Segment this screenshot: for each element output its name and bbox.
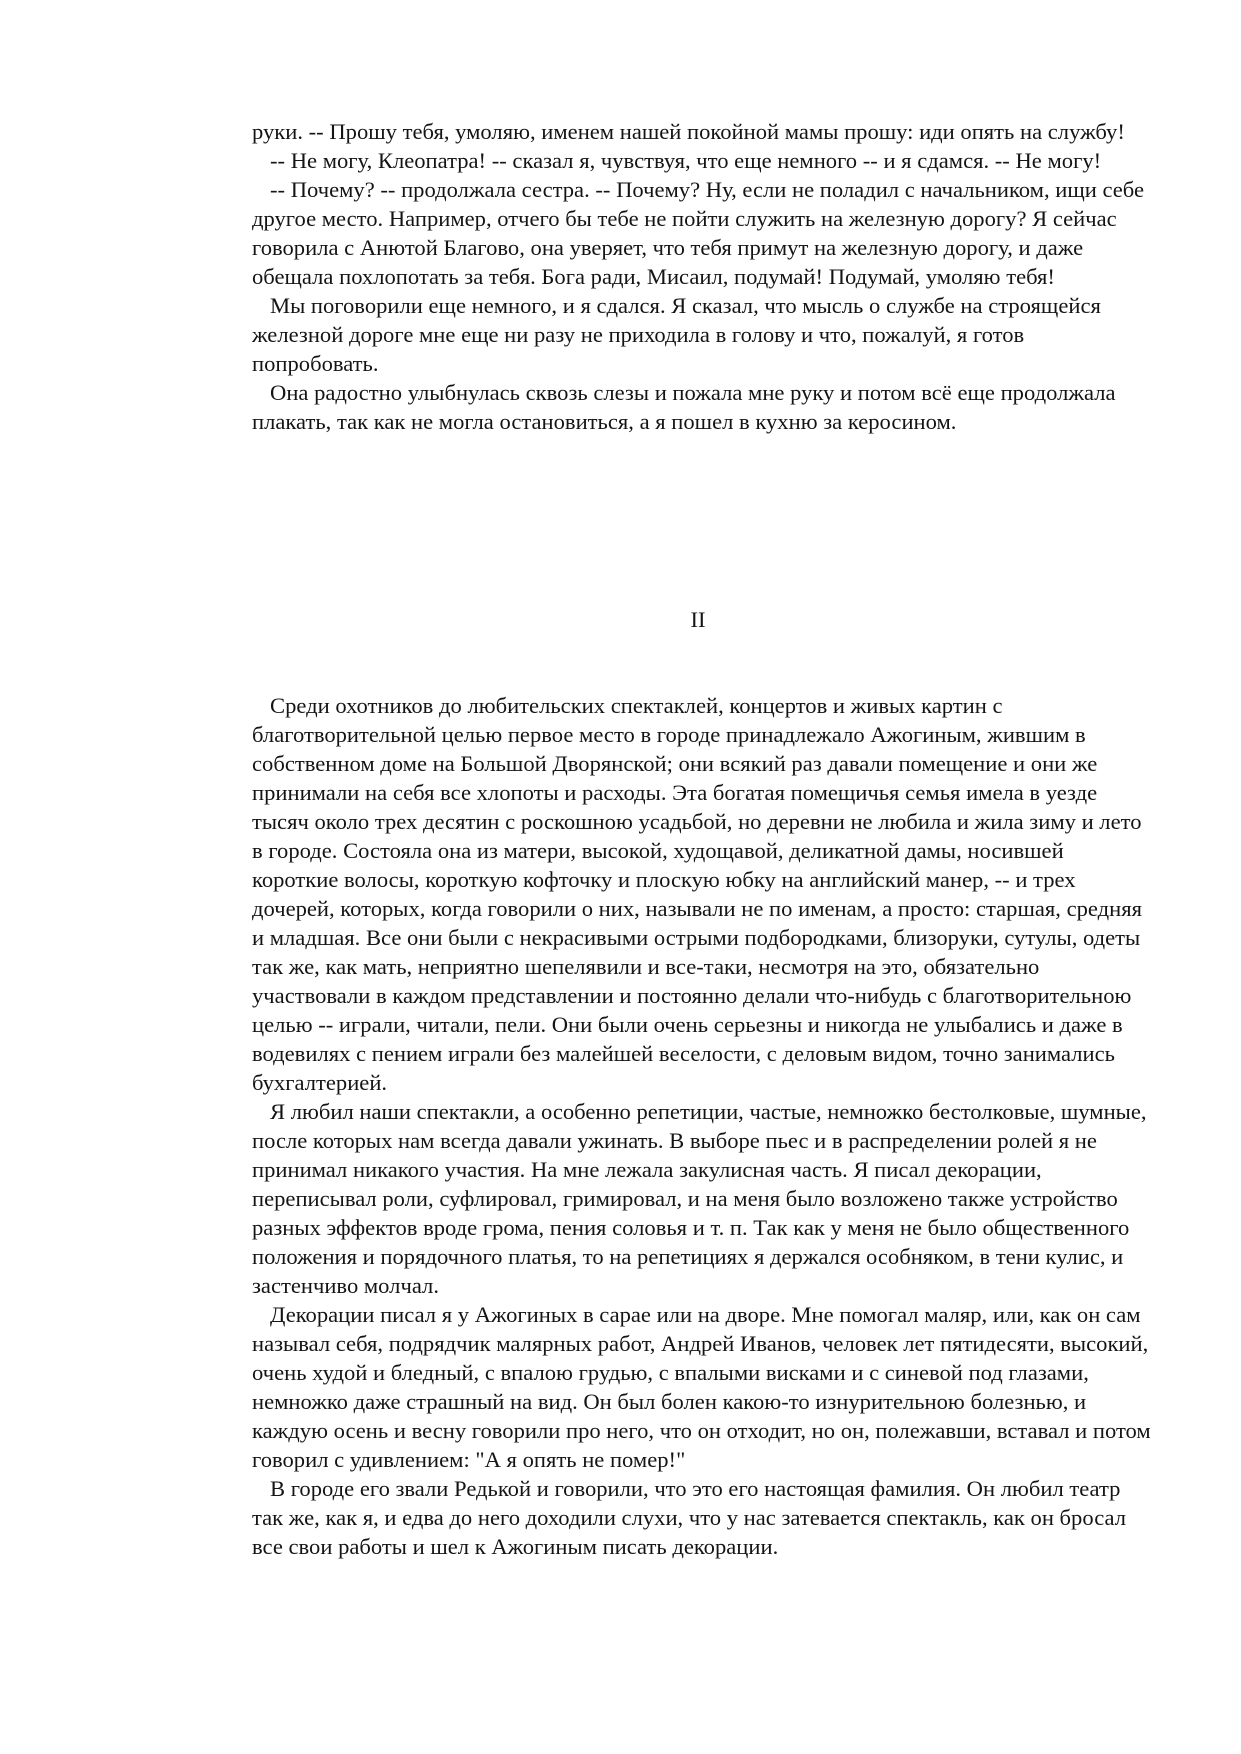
paragraph: Я любил наши спектакли, а особенно репетиции, частые, немножко бестолковые, шумные, после которых нам всегда давали ужинать. В выборе пьес и в распределении ролей я не принимал никакого участия. На мне лежала закулисная часть. Я писал декорации, переписывал роли, суфлировал, гримировал, и на меня было возложено также устройство разных эффектов вроде грома, пения соловья и т. п. Так как у меня не было общественного положения и порядочного платья, то на репетициях я держался особняком, в тени кулис, и застенчиво молчал. bbox=[252, 1099, 1147, 1298]
paragraph: Декорации писал я у Ажогиных в сарае или на дворе. Мне помогал маляр, или, как он сам называл себя, подрядчик малярных работ, Андрей Иванов, человек лет пятидесяти, высокий, очень худой и бледный, с впалою грудью, с впалыми висками и с синевой под глазами, немножко даже страшный на вид. Он был болен какою-то изнурительною болезнью, и каждую осень и весну говорили про него, что он отходит, но он, полежавши, вставал и потом говорил с удивлением: "А я опять не помер!" bbox=[252, 1302, 1151, 1472]
paragraph: -- Не могу, Клеопатра! -- сказал я, чувствуя, что еще немного -- и я сдамся. -- Не могу! bbox=[270, 148, 1102, 173]
paragraph: -- Почему? -- продолжала сестра. -- Почему? Ну, если не поладил с начальником, ищи себе другое место. Например, отчего бы тебе не пойти служить на железную дорогу? Я сейчас говорила с Анютой Благово, она уверяет, что тебя примут на железную дорогу, и даже обещала похлопотать за тебя. Бога ради, Мисаил, подумай! Подумай, умоляю тебя! bbox=[252, 177, 1145, 289]
paragraph: Мы поговорили еще немного, и я сдался. Я сказал, что мысль о службе на строящейся железной дороге мне еще ни разу не приходила в голову и что, пожалуй, я готов попробовать. bbox=[252, 293, 1101, 376]
paragraph: Среди охотников до любительских спектаклей, концертов и живых картин с благотворительной целью первое место в городе принадлежало Ажогиным, жившим в собственном доме на Большой Дворянской; они всякий раз давали помещение и они же принимали на себя все хлопоты и расходы. Эта богатая помещичья семья имела в уезде тысяч около трех десятин с роскошною усадьбой, но деревни не любила и жила зиму и лето в городе. Состояла она из матери, высокой, худощавой, деликатной дамы, носившей короткие волосы, короткую кофточку и плоскую юбку на английский манер, -- и трех дочерей, которых, когда говорили о них, называли не по именам, а просто: старшая, средняя и младшая. Все они были с некрасивыми острыми подбородками, близоруки, сутулы, одеты так же, как мать, неприятно шепелявили и все-таки, несмотря на это, обязательно участвовали в каждом представлении и постоянно делали что-нибудь с благотворительною целью -- играли, читали, пели. Они были очень серьезны и никогда не улыбались и даже в водевилях с пением играли без малейшей веселости, с деловым видом, точно занимались бухгалтерией. bbox=[252, 693, 1143, 1095]
paragraph: руки. -- Прошу тебя, умоляю, именем нашей покойной мамы прошу: иди опять на службу! bbox=[252, 119, 1125, 144]
paragraph: Она радостно улыбнулась сквозь слезы и пожала мне руку и потом всё еще продолжала плакать, так как не могла остановиться, а я пошел в кухню за керосином. bbox=[252, 380, 1116, 434]
text-section-2 bbox=[252, 691, 1152, 1561]
chapter-heading: II bbox=[690, 607, 706, 632]
paragraph: В городе его звали Редькой и говорили, что это его настоящая фамилия. Он любил театр так же, как я, и едва до него доходили слухи, что у нас затевается спектакль, как он бросал все свои работы и шел к Ажогиным писать декорации. bbox=[252, 1476, 1127, 1559]
text-section-1 bbox=[252, 117, 1152, 436]
